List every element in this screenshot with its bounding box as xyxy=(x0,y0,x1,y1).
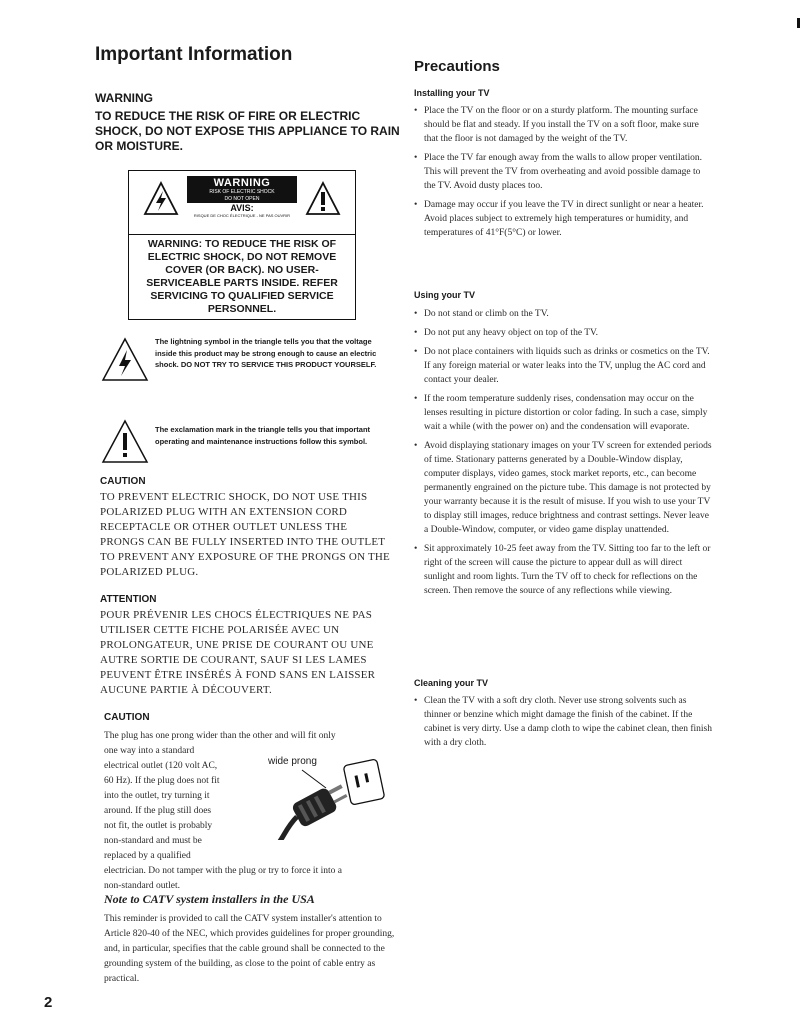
exclamation-note-text: The exclamation mark in the triangle tells you that important operating and maintenance instructions follow this symbol. xyxy=(155,425,371,446)
list-item: • Sit approximately 10-25 feet away from the TV. Sitting too far to the left or right of the screen will cause the picture to appear dull as will direct sunlight and room lights. Turn the TV off to check for reflections on the screen. Then remove the source of any reflections while viewing. xyxy=(414,542,714,598)
list-item: • Clean the TV with a soft dry cloth. Never use strong solvents such as thinner or benzine which might damage the finish of the cabinet. If the cabinet is very dirty. Use a damp cloth to wipe the cabinet clean, then finish with a dry cloth. xyxy=(414,694,714,750)
caution-text: TO PREVENT ELECTRIC SHOCK, DO NOT USE THIS POLARIZED PLUG WITH AN EXTENSION CORD RECEPTACLE OR OTHER OUTLET UNLESS THE PRONGS CAN BE FULLY INSERTED INTO THE OUTLET TO PREVENT ANY EXPOSURE OF THE PRONGS ON THE POLARIZED PLUG. xyxy=(100,491,390,578)
caution-plug-line: electrician. Do not tamper with the plug or try to force it into a xyxy=(104,866,342,876)
label-avis-fine: RISQUE DE CHOC ÉLECTRIQUE - NE PAS OUVRIR xyxy=(193,213,291,218)
box-divider xyxy=(129,234,355,235)
list-item: • Do not place containers with liquids such as drinks or cosmetics on the TV. If any foreign material or water leaks into the TV, unplug the AC cord and contact your dealer. xyxy=(414,345,714,387)
list-item: • Avoid displaying stationary images on your TV screen for extended periods of time. Stationary patterns generated by a Double-Window display, computer displays, video games, stock market reports, etc., can become permanently engrained on the picture tube. This damage is not protected by your warranty because it is the result of misuse. If you wish to use your TV to display still images, reduce brightness and contrast settings. Never leave a Double-Window, computer, or video game display unattended. xyxy=(414,439,714,537)
list-item: • Damage may occur if you leave the TV in direct sunlight or near a heater. Avoid places subject to extremely high temperatures or humidity, and temperatures of 41°F(5°C) or lower. xyxy=(414,198,714,240)
lightning-note-text: The lightning symbol in the triangle tells you that the voltage inside this product may be strong enough to cause an electric shock. DO NOT TRY TO SERVICE THIS PRODUCT YOURSELF. xyxy=(155,337,377,369)
caution-plug-line: non-standard and must be xyxy=(104,836,202,846)
label-line1: RISK OF ELECTRIC SHOCK xyxy=(209,189,275,195)
caution-plug-line: non-standard outlet. xyxy=(104,881,180,891)
list-item: • Place the TV on the floor or on a sturdy platform. The mounting surface should be flat and steady. If you install the TV on a soft floor, make sure that the floor is not damaged by the weight of the TV. xyxy=(414,104,714,146)
caution-plug-line: one way into a standard xyxy=(104,746,195,756)
list-item: • Do not stand or climb on the TV. xyxy=(414,307,714,321)
label-line2: DO NOT OPEN xyxy=(224,196,260,202)
caution-plug-line: 60 Hz). If the plug does not fit xyxy=(104,776,220,786)
label-avis: AVIS: xyxy=(230,203,254,213)
exclamation-triangle-icon xyxy=(305,181,341,217)
cleaning-heading: Cleaning your TV xyxy=(414,678,489,688)
warning-text: TO REDUCE THE RISK OF FIRE OR ELECTRIC SHOCK, DO NOT EXPOSE THIS APPLIANCE TO RAIN OR MOISTURE. xyxy=(95,109,400,153)
exclamation-triangle-icon xyxy=(100,418,150,464)
using-heading: Using your TV xyxy=(414,290,476,300)
page-title: Important Information xyxy=(95,44,293,65)
installing-list xyxy=(414,104,714,245)
installing-heading: Installing your TV xyxy=(414,88,490,98)
caution-plug-heading: CAUTION xyxy=(104,712,150,723)
warning-heading: WARNING xyxy=(95,91,153,105)
caution-plug-line: not fit, the outlet is probably xyxy=(104,821,213,831)
caution-plug-line: replaced by a qualified xyxy=(104,851,191,861)
caution-plug-line: The plug has one prong wider than the other and will fit only xyxy=(104,731,336,741)
caution-plug-line: around. If the plug still does xyxy=(104,806,212,816)
warning-box-text: WARNING: TO REDUCE THE RISK OF ELECTRIC SHOCK, DO NOT REMOVE COVER (OR BACK). NO USER-SERVICEABLE PARTS INSIDE. REFER SERVICING TO QUALIFIED SERVICE PERSONNEL. xyxy=(146,238,338,315)
using-list xyxy=(414,307,714,603)
warning-label-box xyxy=(128,170,356,320)
catv-heading: Note to CATV system installers in the USA xyxy=(104,892,315,906)
polarized-plug-illustration xyxy=(262,756,392,840)
warning-label xyxy=(187,176,297,232)
label-title: WARNING xyxy=(213,177,271,189)
lightning-triangle-icon xyxy=(143,181,179,217)
attention-text: POUR PRÉVENIR LES CHOCS ÉLECTRIQUES NE PAS UTILISER CETTE FICHE POLARISÉE AVEC UN PROLONGATEUR, UNE PRISE DE COURANT OU UNE AUTRE SORTIE DE COURANT, SAUF SI LES LAMES PEUVENT ÊTRE INSÉRÉS À FOND SANS EN LAISSER AUCUNE PARTIE À DÉCOUVERT. xyxy=(100,609,376,696)
list-item: • Place the TV far enough away from the walls to allow proper ventilation. This will prevent the TV from overheating and avoid possible damage to the TV. Avoid dusty places too. xyxy=(414,151,714,193)
page-number: 2 xyxy=(44,994,53,1011)
caution-heading: CAUTION xyxy=(100,476,146,487)
attention-heading: ATTENTION xyxy=(100,594,157,605)
list-item: • Do not put any heavy object on top of the TV. xyxy=(414,326,714,340)
list-item: • If the room temperature suddenly rises, condensation may occur on the lenses resulting in picture distortion or color fading. In such a case, simply wait a while (with the power on) and the condensation will evaporate. xyxy=(414,392,714,434)
caution-plug-line: into the outlet, try turning it xyxy=(104,791,210,801)
wide-prong-label: wide prong xyxy=(268,756,317,767)
precautions-title: Precautions xyxy=(414,58,500,75)
cleaning-list xyxy=(414,694,714,755)
caution-plug-line: electrical outlet (120 volt AC, xyxy=(104,761,218,771)
catv-text: This reminder is provided to call the CATV system installer's attention to Article 820-40 of the NEC, which provides guidelines for proper grounding, and, in particular, specifies that the cable ground shall be connected to the grounding system of the building, as close to the point of cable entry as practical. xyxy=(104,914,395,984)
lightning-triangle-icon xyxy=(100,336,150,382)
